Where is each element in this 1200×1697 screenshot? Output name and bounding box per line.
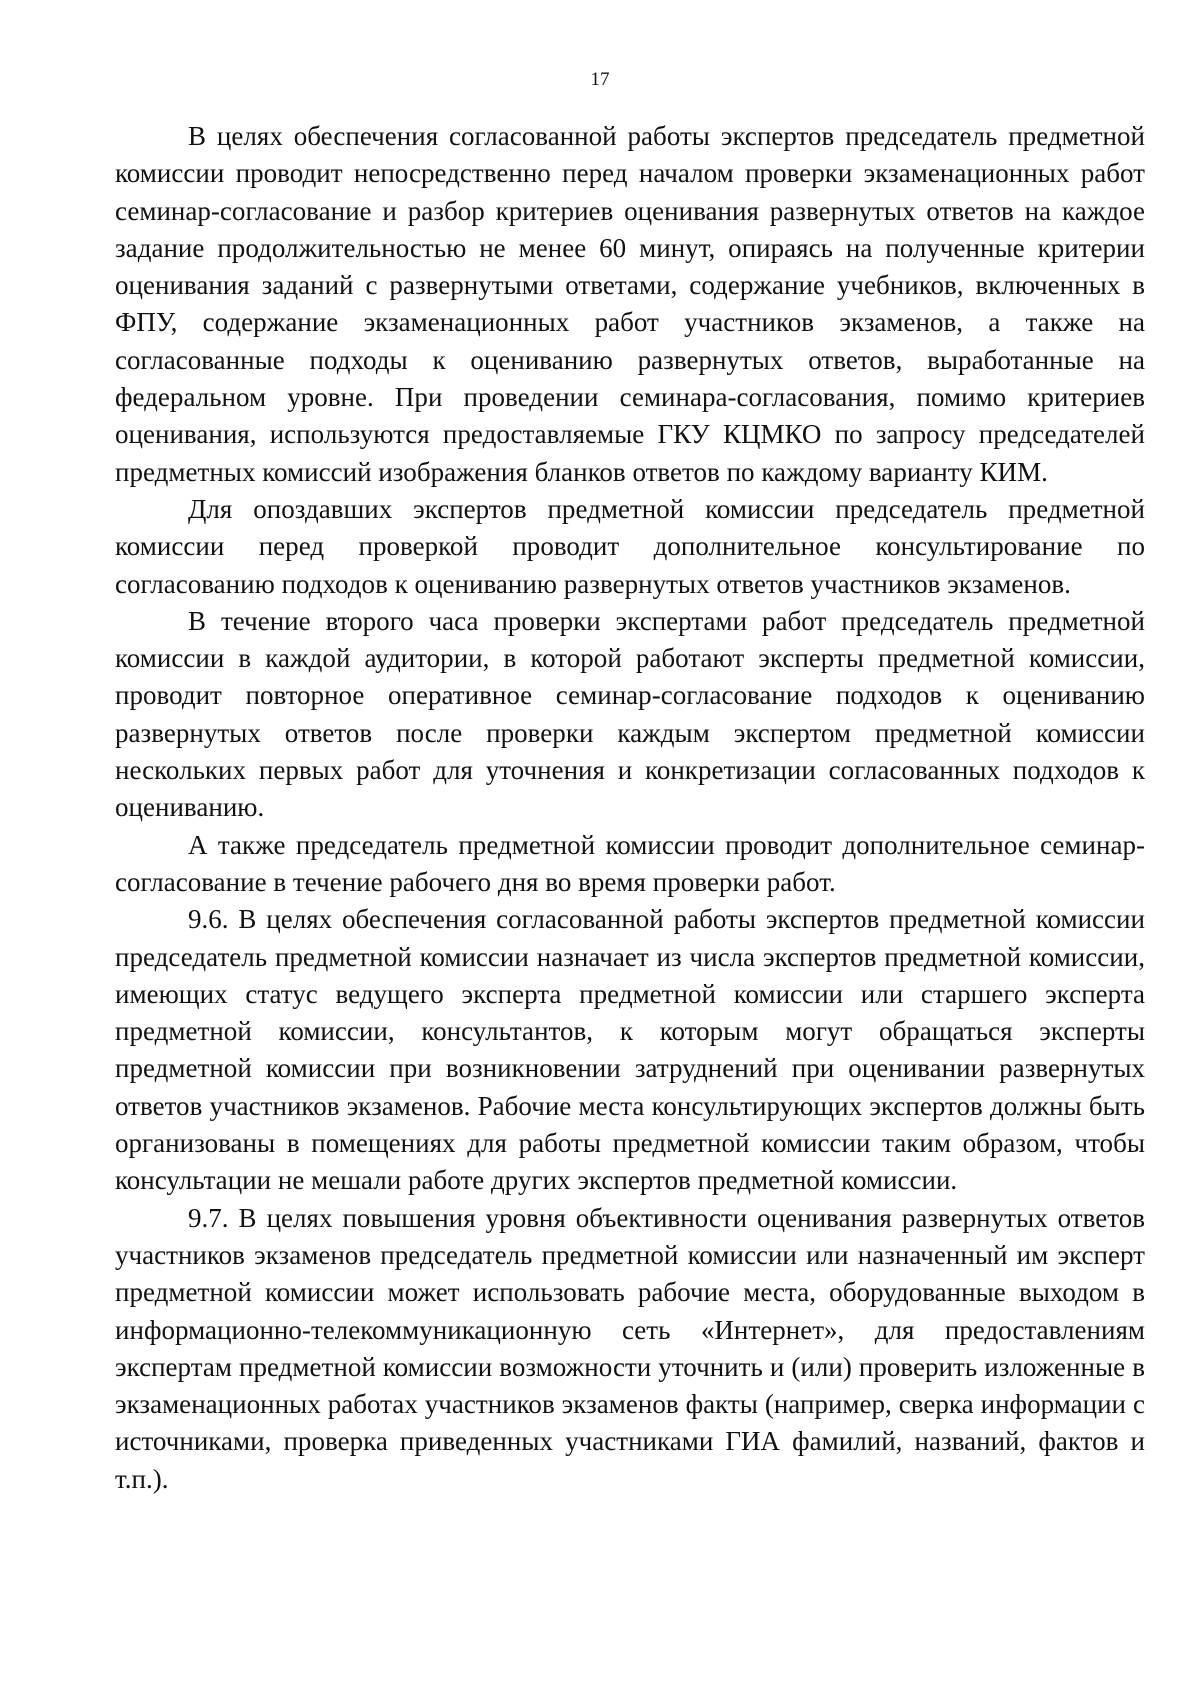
document-body (115, 118, 1145, 1498)
paragraph-second-hour-seminar: В течение второго часа проверки экспертами работ председатель предметной комиссии в каждой аудитории, в которой работают эксперты предметной комиссии, проводит повторное оперативное семинар-согласование подходов к оцениванию развернутых ответов после проверки каждым экспертом предметной комиссии нескольких первых работ для уточнения и конкретизации согласованных подходов к оцениванию. (115, 605, 1145, 823)
page-number: 17 (590, 69, 610, 90)
paragraph-additional-seminar: А также председатель предметной комиссии проводит дополнительное семинар-согласование в течение рабочего дня во время проверки работ. (115, 829, 1145, 897)
paragraph-late-experts: Для опоздавших экспертов предметной комиссии председатель предметной комиссии перед проверкой проводит дополнительное консультирование по согласованию подходов к оцениванию развернутых ответов участников экзаменов. (115, 493, 1145, 599)
paragraph-section-9-7: 9.7. В целях повышения уровня объективности оценивания развернутых ответов участников экзаменов председатель предметной комиссии или назначенный им эксперт предметной комиссии может использовать рабочие места, оборудованные выходом в информационно-телекоммуникационную сеть «Интернет», для предоставлениям экспертам предметной комиссии возможности уточнить и (или) проверить изложенные в экзаменационных работах участников экзаменов факты (например, сверка информации с источниками, проверка приведенных участниками ГИА фамилий, названий, фактов и т.п.). (115, 1202, 1145, 1494)
paragraph-expert-seminar: В целях обеспечения согласованной работы экспертов председатель предметной комиссии проводит непосредственно перед началом проверки экзаменационных работ семинар-согласование и разбор критериев оценивания развернутых ответов на каждое задание продолжительностью не менее 60 минут, опираясь на полученные критерии оценивания заданий с развернутыми ответами, содержание учебников, включенных в ФПУ, содержание экзаменационных работ участников экзаменов, а также на согласованные подходы к оцениванию развернутых ответов, выработанные на федеральном уровне. При проведении семинара-согласования, помимо критериев оценивания, используются предоставляемые ГКУ КЦМКО по запросу председателей предметных комиссий изображения бланков ответов по каждому варианту КИМ. (115, 121, 1145, 487)
paragraph-section-9-6: 9.6. В целях обеспечения согласованной работы экспертов предметной комиссии председатель предметной комиссии назначает из числа экспертов предметной комиссии, имеющих статус ведущего эксперта предметной комиссии или старшего эксперта предметной комиссии, консультантов, к которым могут обращаться эксперты предметной комиссии при возникновении затруднений при оценивании развернутых ответов участников экзаменов. Рабочие места консультирующих экспертов должны быть организованы в помещениях для работы предметной комиссии таким образом, чтобы консультации не мешали работе других экспертов предметной комиссии. (115, 904, 1145, 1196)
